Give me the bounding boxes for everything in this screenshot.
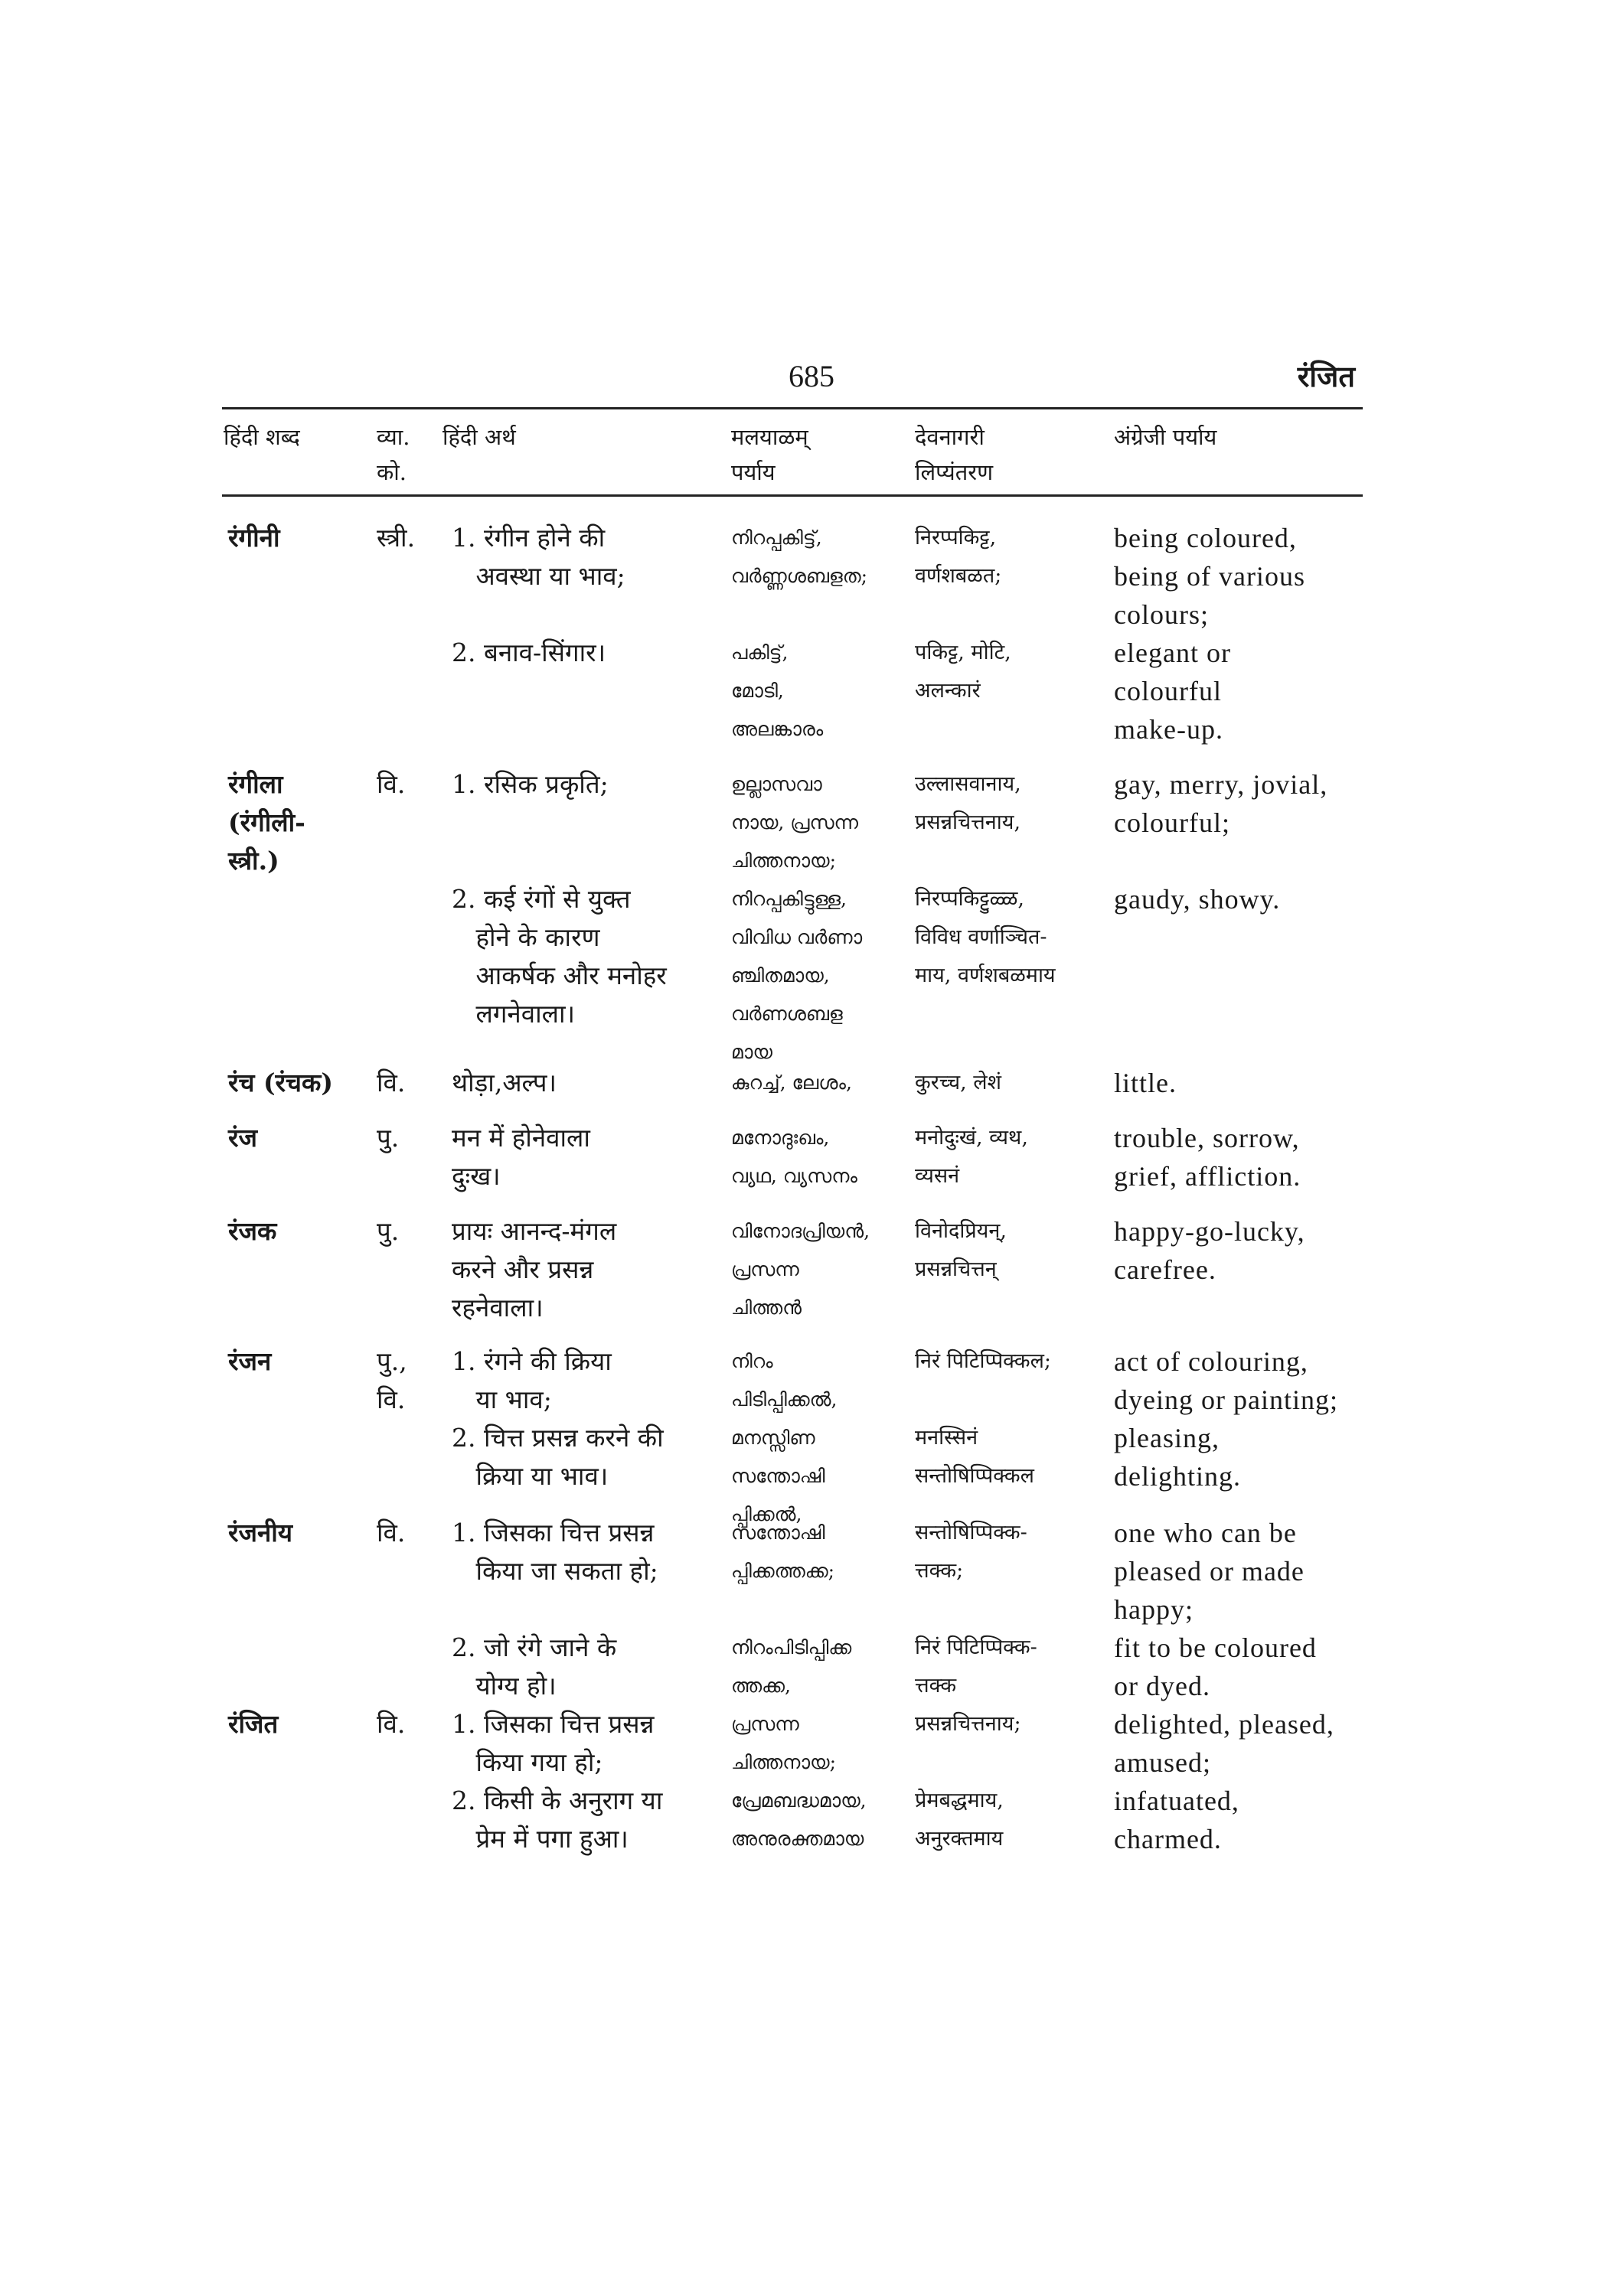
sense-hindi: 2. चित्त प्रसन्न करने की क्रिया या भाव। [452,1423,664,1491]
sense-english: pleasing, delighting. [1114,1423,1241,1492]
sense-hindi: मन में होनेवाला दुःख। [452,1123,590,1191]
sense-malayalam: വിനോദപ്രിയൻ, പ്രസന്ന ചിത്തൻ [731,1220,870,1319]
page-number: 685 [789,359,834,393]
sense-english: happy-go-lucky, carefree. [1114,1216,1305,1285]
sense-devanagari: विनोदप्रियन्, प्रसन्नचित्तन् [915,1219,1007,1281]
sense-malayalam: പ്രേമബദ്ധമായ, അനുരക്തമായ [731,1789,867,1850]
sense-malayalam: നിറപ്പകിട്ട്, വർണ്ണശബളത; [731,527,868,587]
sense-malayalam: മനോദുഃഖം, വ്യഥ, വ്യസനം [731,1127,857,1187]
sense-english: gay, merry, jovial, colourful; [1114,769,1328,838]
sense-devanagari: उल्लासवानाय, प्रसन्नचित्तनाय, [915,772,1021,834]
sense-devanagari: निरप्पकिट्ट, वर्णशबळत; [915,526,1002,588]
sense-hindi: 1. जिसका चित्त प्रसन्न किया गया हो; [452,1709,655,1777]
sense-devanagari: पकिट्ट, मोटि, अलन्कारं [915,641,1011,703]
sense-devanagari: निरं पिटिप्पिक्कल; [915,1349,1052,1373]
sense-malayalam: സന്തോഷി പ്പിക്കത്തക്ക; [731,1521,835,1582]
sense-devanagari: प्रसन्नचित्तनाय; [915,1712,1021,1736]
entry-grammar: पु. [377,1216,400,1246]
sense-english: little. [1114,1068,1177,1098]
col-head-word: हिंदी शब्द [224,424,300,450]
sense-devanagari: कुरच्च, लेशं [915,1071,1001,1094]
sense-devanagari: निरं पिटिप्पिक्क- त्तक्क [915,1636,1037,1698]
sense-malayalam: നിറംപിടിപ്പിക്ക ത്തക്ക, [731,1636,852,1697]
sense-hindi: 1. रंगने की क्रिया या भाव; [452,1346,612,1414]
sense-devanagari: मनस्सिनं सन्तोषिप्पिक्कल [915,1426,1034,1488]
sense-hindi: 1. रसिक प्रकृति; [452,769,609,799]
sense-english: trouble, sorrow, grief, affliction. [1114,1123,1301,1192]
running-head: रंजित [1297,359,1355,393]
entry-grammar: पु., वि. [377,1346,407,1414]
col-head-grammar: व्या. को. [377,424,410,485]
entry-word: रंजक [228,1216,277,1246]
sense-english: fit to be coloured or dyed. [1114,1632,1317,1701]
sense-devanagari: प्रेमबद्धमाय, अनुरक्तमाय [915,1789,1004,1851]
header-rule-bottom [222,494,1363,497]
col-head-devanagari: देवनागरी लिप्यंतरण [915,424,994,485]
header-rule-top [222,407,1363,409]
entry-grammar: वि. [377,1068,406,1097]
sense-malayalam: മനസ്സിണ സന്തോഷി പ്പിക്കൽ, [731,1427,825,1525]
sense-english: infatuated, charmed. [1114,1786,1239,1854]
sense-english: being coloured, being of various colours; [1114,523,1305,630]
sense-hindi: 1. रंगीन होने की अवस्था या भाव; [452,523,625,591]
sense-english: one who can be pleased or made happy; [1114,1518,1305,1625]
sense-english: elegant or colourful make-up. [1114,638,1231,745]
sense-devanagari: सन्तोषिप्पिक्क- त्तक्क; [915,1521,1027,1583]
col-head-malayalam: मलयाळम् पर्याय [731,424,808,485]
entry-word: रंच (रंचक) [228,1068,333,1097]
entry-word: रंजित [228,1709,279,1739]
entry-word: रंज [228,1123,257,1153]
sense-english: act of colouring, dyeing or painting; [1114,1346,1338,1415]
sense-english: delighted, pleased, amused; [1114,1709,1334,1778]
sense-hindi: 2. किसी के अनुराग या प्रेम में पगा हुआ। [452,1786,663,1854]
sense-hindi: 2. बनाव-सिंगार। [452,638,606,667]
sense-english: gaudy, showy. [1114,884,1281,915]
sense-malayalam: ഉല്ലാസവാ നായ, പ്രസന്ന ചിത്തനായ; [731,773,859,872]
col-head-english: अंग्रेजी पर्याय [1114,424,1217,450]
entry-grammar: स्त्री. [377,523,416,553]
entry-word: रंजन [228,1346,272,1376]
sense-devanagari: निरप्पकिट्टुळ्ळ, विविध वर्णाञ्चित- माय, वर्णशबळमाय [915,887,1056,987]
sense-hindi: थोड़ा,अल्प। [452,1068,557,1097]
entry-grammar: वि. [377,1518,406,1548]
sense-malayalam: പകിട്ട്, മോടി, അലങ്കാരം [731,641,824,740]
sense-hindi: 2. जो रंगे जाने के योग्य हो। [452,1632,617,1701]
col-head-hindi-meaning: हिंदी अर्थ [442,424,516,450]
sense-hindi: 2. कई रंगों से युक्त होने के कारण आकर्षक और मनोहर लगनेवाला। [452,884,667,1029]
sense-malayalam: നിറപ്പകിട്ടുള്ള, വിവിധ വർണാ ഞ്ചിതമായ, വർണശബള മായ [731,888,863,1063]
sense-devanagari: मनोदुःखं, व्यथ, व्यसनं [915,1126,1028,1188]
sense-hindi: 1. जिसका चित्त प्रसन्न किया जा सकता हो; [452,1518,658,1586]
sense-malayalam: നിറം പിടിപ്പിക്കൽ, [731,1350,838,1411]
sense-malayalam: പ്രസന്ന ചിത്തനായ; [731,1713,836,1773]
sense-hindi: प्रायः आनन्द-मंगल करने और प्रसन्न रहनेवाला। [452,1216,617,1322]
sense-malayalam: കുറച്ച്, ലേശം, [731,1071,852,1094]
entry-word: रंगीला (रंगीली- स्त्री.) [228,769,305,876]
entry-grammar: वि. [377,769,406,799]
entry-grammar: पु. [377,1123,400,1153]
entry-grammar: वि. [377,1709,406,1739]
entry-word: रंगीनी [228,523,280,553]
entry-word: रंजनीय [228,1518,292,1548]
